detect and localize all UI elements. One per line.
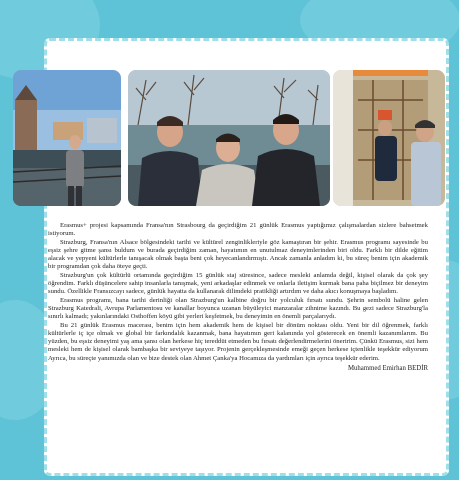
paragraph: Erasmus+ projesi kapsamında Fransa'nın Strasbourg da geçirdiğim 21 günlük Erasmus yaptığımız çalışmalardan sizlere bahsetmek istiyorum. <box>48 222 428 238</box>
paragraph: Bu 21 günlük Erasmus macerası, benim için hem akademik hem de kişisel bir dönüm noktası oldu. Yeni bir dil öğrenmek, farklı kültürlerle iç içe olmak ve global bir farkındalık kazanmak, bana hayatımın geri kalanında yol gösterecek en önemli kazanımlarım. Bu yüzden, bu eşsiz deneyimi yaş ama şansı olan herkese hiç tereddüt etmeden bu fırsatı değerlendirmelerini öneririm. Çünkü Erasmus, sizi hem mesleki hem de kişisel olarak bambaşka bir seviyeye taşıyor. Projenin gerçekleşmesinde emeği geçen herkese içtenlikle teşekkür ediyorum Ayrıca, bu süreçte yanımızda olan ve bize destek olan Ahmet Çanka'ya Hocamıza da yardımları için ayrıca teşekkür ederim. <box>48 321 428 362</box>
photo-canal-portrait <box>13 70 121 206</box>
paragraph: Strazburg'un çok kültürlü ortamında geçirdiğim 15 günlük staj süresince, sadece mesleki anlamda değil, kişisel olarak da çok şey öğrendim. Farklı düşüncelere sahip insanlarla tanışmak, yeni arkadaşlar edinmek ve onlarla iletişim kurmak bana paha biçilmez bir deneyim sundu. Özellikle Fransızcayı sadece, günlük hayatta da kullanarak dilimdeki pratikliği artırdım ve daha akıcı konuşmaya başladım. <box>48 271 428 296</box>
paragraph: Strazburg, Fransa'nın Alsace bölgesindeki tarihi ve kültürel zenginlikleriyle göz kamaştıran bir şehir. Erasmus programı sayesinde bu eşsiz şehre gitme şansı buldum ve burada geçirdiğim zaman, hayatımın en unutulmaz deneyimlerinden biri oldu. Farklı bir dilde eğitim alacak ve yepyeni kültürlerle tanışacak olmak başta beni çok heyecanlandırmıştı. Ancak zamanla anladım ki, bu süreç benim için akademik bir programdan çok daha öteye geçti. <box>48 238 428 271</box>
photo-workshop <box>333 70 445 206</box>
paragraph: Erasmus programı, bana tarihi derinliği olan Strazburg'un kalbine doğru bir yolculuk fırsatı sundu. Şehrin sembolü haline gelen Strazburg Katedrali, Avrupa Parlamentosu ve kanallar boyunca uzanan büyüleyici manzaralar zihnime kazındı. Bu gezi sadece Strazburg'la sınırlı kalmadı; yakınlarındaki Osthoffen köyü gibi yerleri keşfetmek, bu deneyimin en önemli parçalarıydı. <box>48 296 428 321</box>
photo-group-river <box>128 70 330 206</box>
author-signature: Muhammed Emirhan BEDİR <box>347 365 428 373</box>
article-body <box>48 222 428 373</box>
